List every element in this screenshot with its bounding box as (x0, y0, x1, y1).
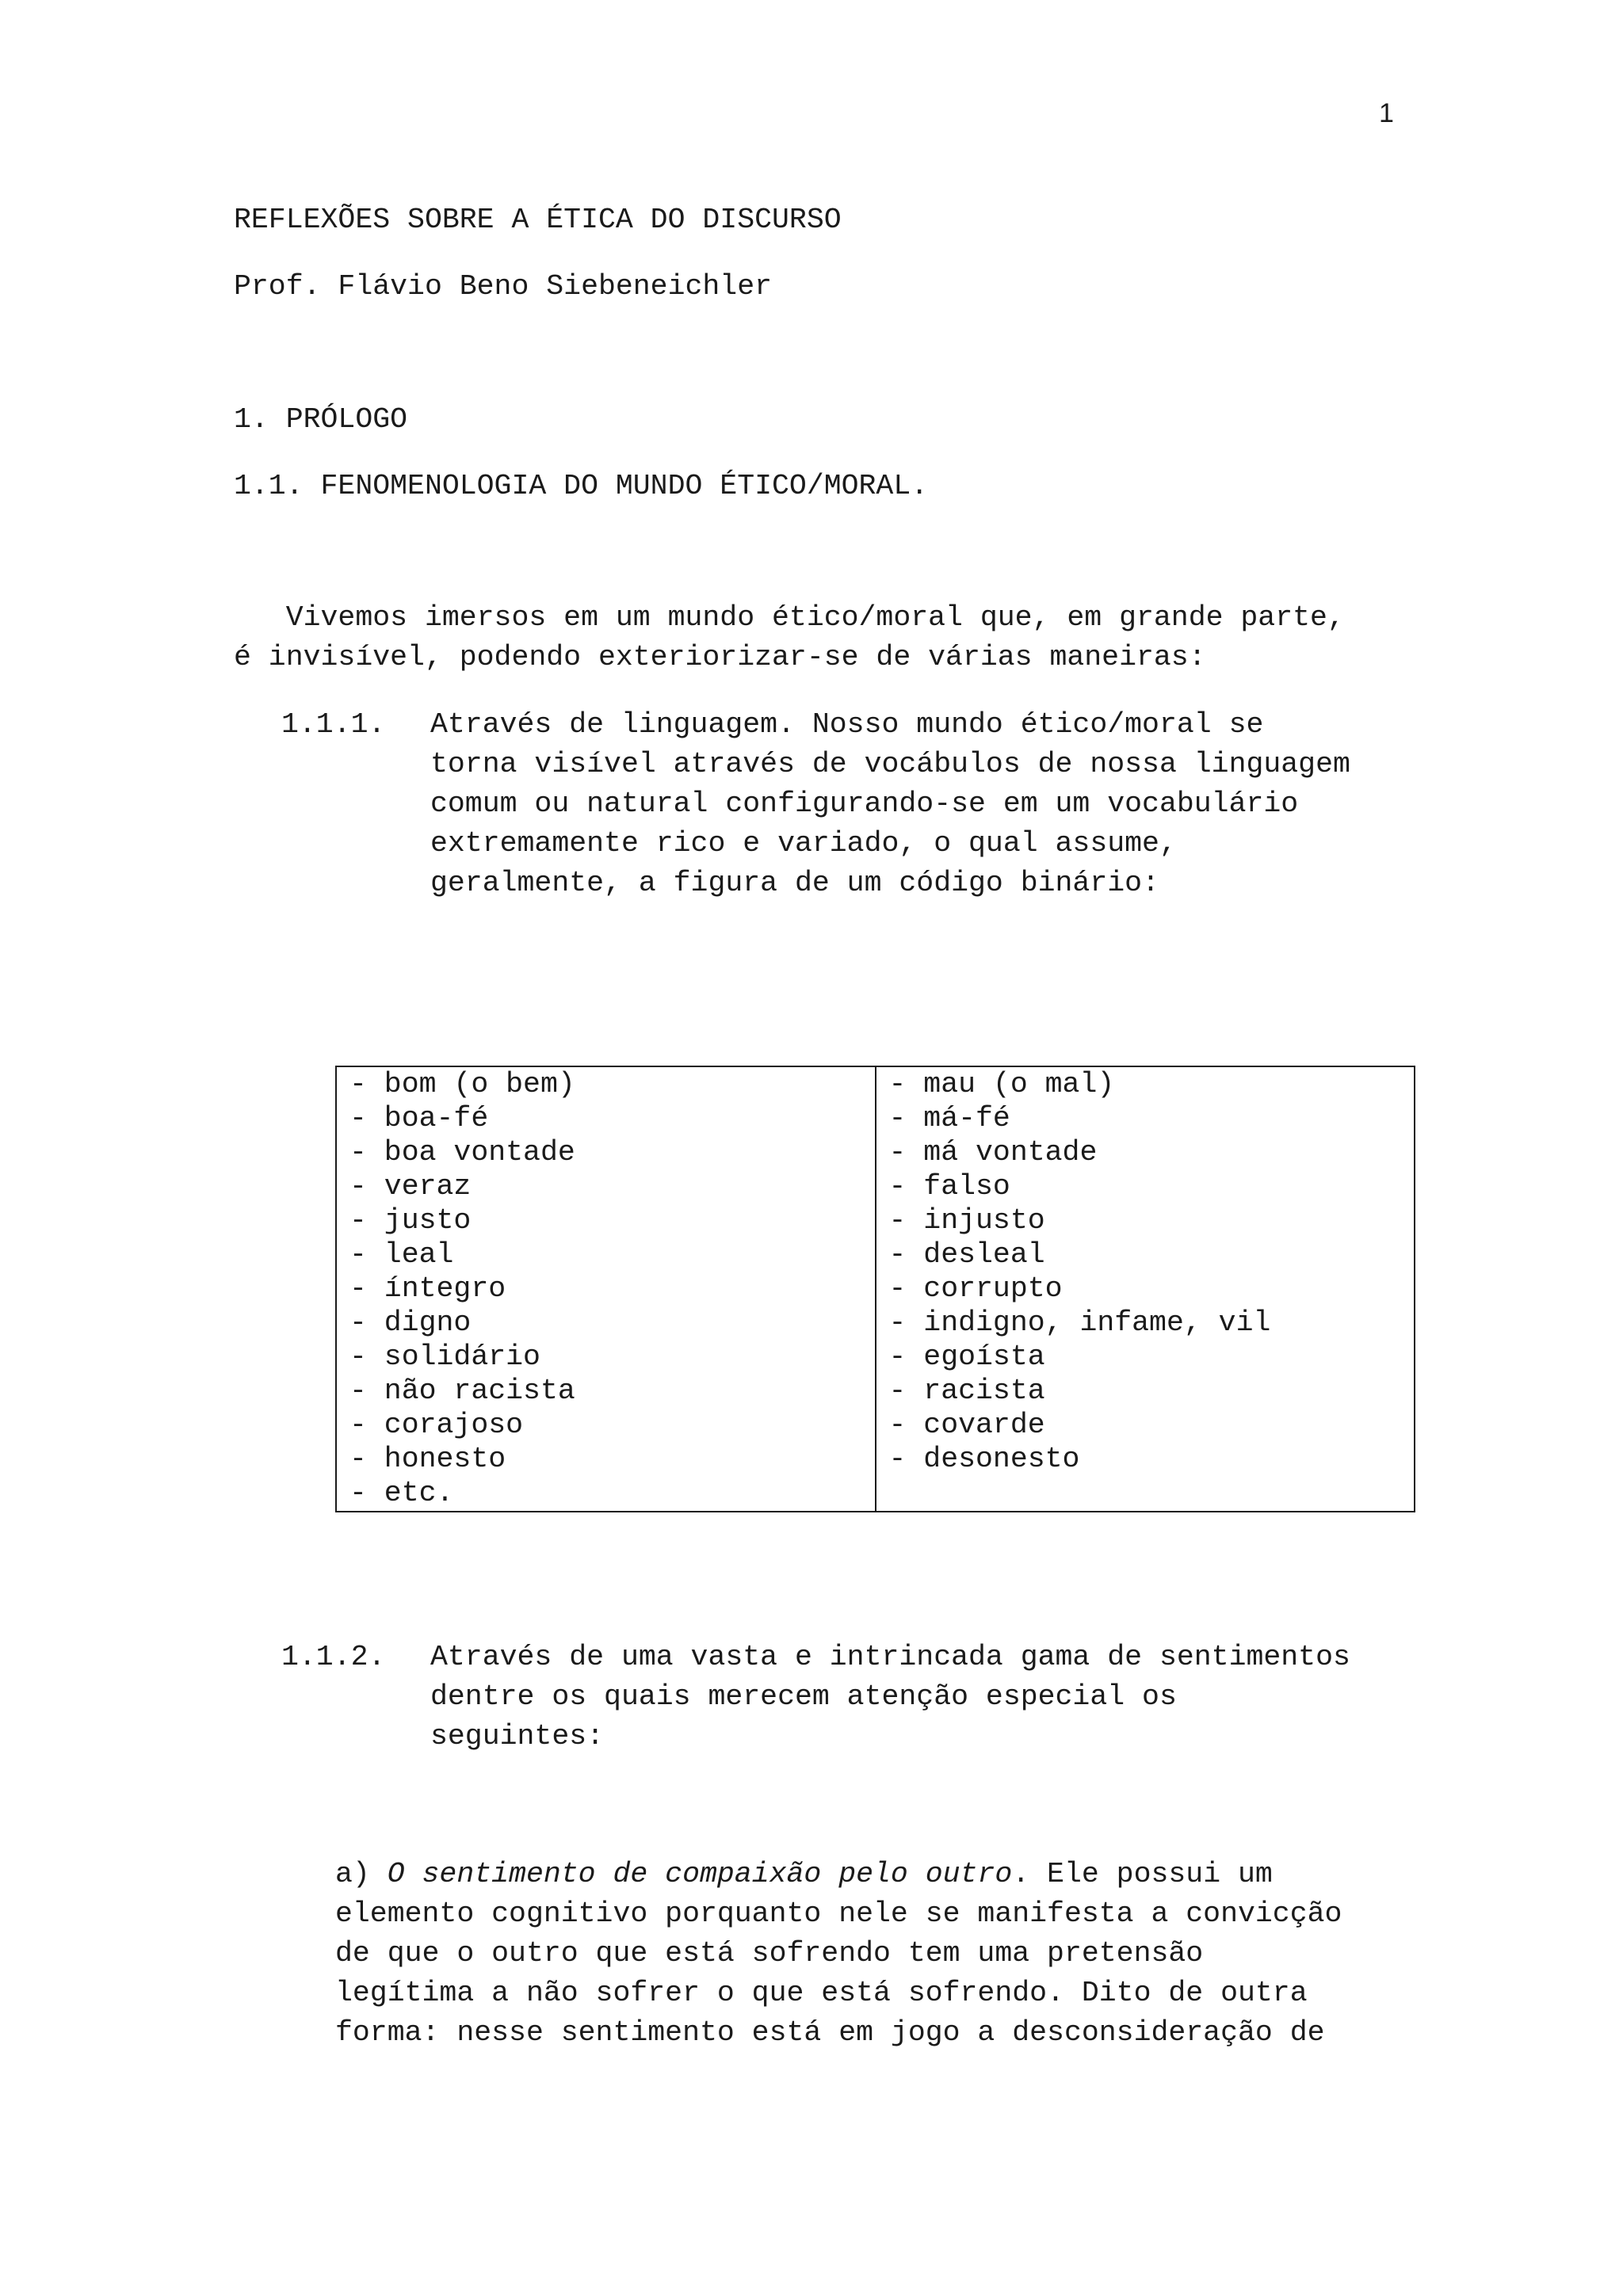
table-cell: - má-fé (888, 1102, 1010, 1135)
item-line: dentre os quais merecem atenção especial os (430, 1680, 1177, 1713)
section-heading-1-1: 1.1. FENOMENOLOGIA DO MUNDO ÉTICO/MORAL. (234, 470, 929, 502)
binary-code-table (335, 1066, 1415, 1512)
intro-line: é invisível, podendo exteriorizar-se de várias maneiras: (234, 641, 1206, 673)
item-text (430, 1638, 1461, 1756)
item-line: geralmente, a figura de um código binário: (430, 867, 1159, 899)
paragraph-a-text: . Ele possui um (1012, 1858, 1273, 1890)
item-line: extremamente rico e variado, o qual assume, (430, 827, 1177, 860)
paragraph-a-line: forma: nesse sentimento está em jogo a desconsideração de (335, 2016, 1325, 2049)
table-cell: - racista (888, 1375, 1045, 1407)
table-cell: - covarde (888, 1409, 1045, 1441)
table-cell: - corajoso (349, 1409, 524, 1441)
table-cell: - bom (o bem) (349, 1068, 575, 1100)
table-cell: - indigno, infame, vil (888, 1306, 1271, 1339)
table-cell: - justo (349, 1204, 472, 1237)
section-heading-1: 1. PRÓLOGO (234, 403, 408, 436)
item-line: comum ou natural configurando-se em um vocabulário (430, 788, 1299, 820)
table-cell: - leal (349, 1238, 454, 1271)
table-cell: - boa-fé (349, 1102, 489, 1135)
item-line: Através de uma vasta e intrincada gama de sentimentos (430, 1641, 1350, 1673)
document-title: REFLEXÕES SOBRE A ÉTICA DO DISCURSO (234, 204, 842, 236)
item-number: 1.1.2. (281, 1641, 386, 1673)
table-row (336, 1066, 1415, 1512)
paragraph-a-line: elemento cognitivo porquanto nele se manifesta a convicção (335, 1897, 1342, 1930)
table-cell: - digno (349, 1306, 472, 1339)
table-cell: - desonesto (888, 1443, 1080, 1475)
paragraph-a-line: legítima a não sofrer o que está sofrendo. Dito de outra (335, 1977, 1308, 2009)
item-number: 1.1.1. (281, 708, 386, 741)
item-line: seguintes: (430, 1720, 605, 1753)
item-line: Através de linguagem. Nosso mundo ético/moral se (430, 708, 1264, 741)
item-text (430, 705, 1461, 903)
table-cell: - falso (888, 1170, 1010, 1203)
negative-terms-column (876, 1066, 1415, 1512)
intro-paragraph (234, 598, 1407, 677)
paragraph-a-line: de que o outro que está sofrendo tem uma pretensão (335, 1937, 1204, 1970)
table-cell: - corrupto (888, 1272, 1063, 1305)
table-cell: - egoísta (888, 1341, 1045, 1373)
table-cell: - veraz (349, 1170, 472, 1203)
document-author: Prof. Flávio Beno Siebeneichler (234, 270, 773, 303)
page-number: 1 (1379, 98, 1394, 128)
table-cell: - má vontade (888, 1136, 1098, 1169)
table-cell: - não racista (349, 1375, 575, 1407)
table-cell: - íntegro (349, 1272, 506, 1305)
table-cell: - etc. (349, 1477, 454, 1509)
paragraph-a (335, 1855, 1429, 2053)
paragraph-a-italic-term: O sentimento de compaixão pelo outro (387, 1858, 1013, 1890)
intro-line: Vivemos imersos em um mundo ético/moral que, em grande parte, (234, 601, 1345, 634)
table-cell: - injusto (888, 1204, 1045, 1237)
table-cell: - boa vontade (349, 1136, 575, 1169)
table-cell: - mau (o mal) (888, 1068, 1115, 1100)
paragraph-a-first-line (335, 1855, 1429, 1894)
table-cell: - honesto (349, 1443, 506, 1475)
positive-terms-column (336, 1066, 876, 1512)
paragraph-a-label: a) (335, 1858, 388, 1890)
table-cell: - solidário (349, 1341, 540, 1373)
item-line: torna visível através de vocábulos de nossa linguagem (430, 748, 1350, 780)
table-cell: - desleal (888, 1238, 1045, 1271)
